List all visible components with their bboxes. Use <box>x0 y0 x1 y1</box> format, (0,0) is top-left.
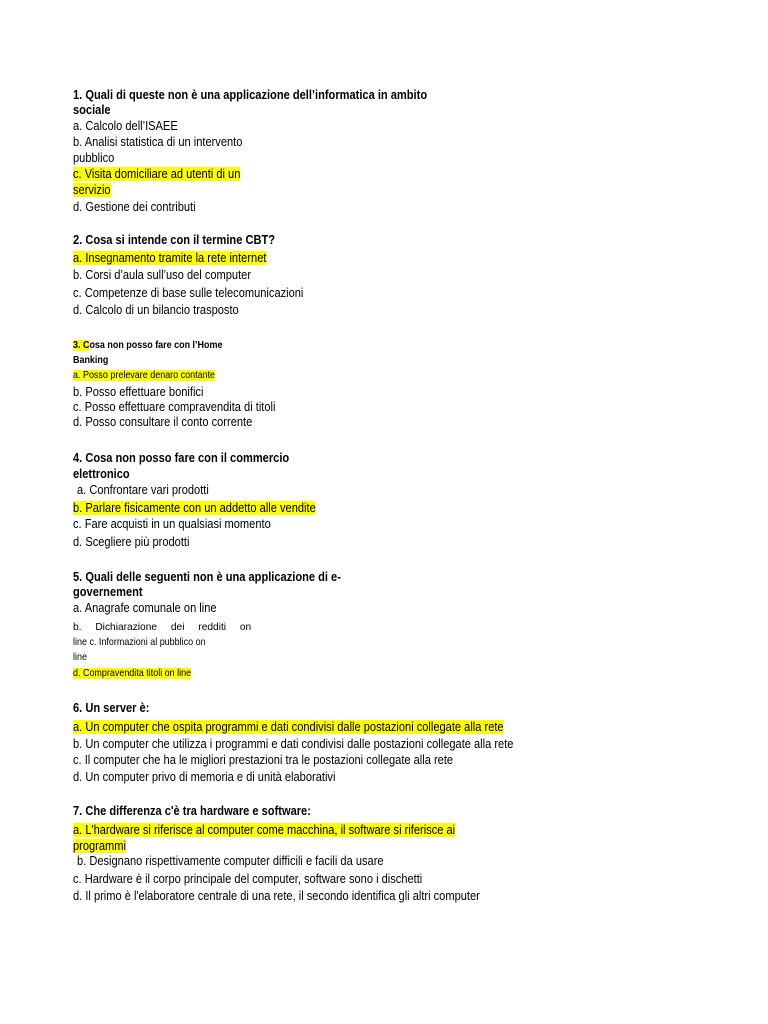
question-2-option-b: b. Corsi d’aula sull’uso del computer <box>73 268 252 282</box>
question-3-title <box>73 339 222 352</box>
question-3-option-b: b. Posso effettuare bonifici <box>73 385 204 399</box>
question-2-option-c: c. Competenze di base sulle telecomunicazioni <box>73 286 304 300</box>
question-5-option-b-cont2: line <box>73 652 87 663</box>
question-7-option-a-cont: programmi <box>73 839 126 853</box>
question-5-option-d-correct: d. Compravendita titoli on line <box>73 668 192 679</box>
question-7-option-c: c. Hardware è il corpo principale del computer, software sono i dischetti <box>73 872 423 886</box>
question-3-number-highlight: 3. C <box>73 340 90 351</box>
question-5-title-cont: governement <box>73 585 143 599</box>
question-1-title: 1. Quali di queste non è una applicazione dell’informatica in ambito <box>73 88 428 102</box>
question-2-option-a-correct: a. Insegnamento tramite la rete internet <box>73 251 267 265</box>
question-7-title: 7. Che differenza c'è tra hardware e software: <box>73 804 311 818</box>
question-6-option-a-correct: a. Un computer che ospita programmi e dati condivisi dalle postazioni collegate alla rete <box>73 720 504 734</box>
question-3-option-d: d. Posso consultare il conto corrente <box>73 415 253 429</box>
question-5-option-b-cont: line c. Informazioni al pubblico on <box>73 637 206 648</box>
question-2-option-d: d. Calcolo di un bilancio trasposto <box>73 303 239 317</box>
question-4-title-cont: elettronico <box>73 467 130 481</box>
question-6-option-b: b. Un computer che utilizza i programmi e dati condivisi dalle postazioni collegate alla rete <box>73 737 514 751</box>
question-5-option-b-text: b. Dichiarazione dei redditi on <box>73 622 252 633</box>
question-1-option-b: b. Analisi statistica di un intervento <box>73 135 243 149</box>
question-1-option-b-cont: pubblico <box>73 151 115 165</box>
question-1-option-d: d. Gestione dei contributi <box>73 200 196 214</box>
question-6-title: 6. Un server è: <box>73 701 150 715</box>
question-6-option-c: c. Il computer che ha le migliori prestazioni tra le postazioni collegate alla rete <box>73 753 454 767</box>
question-1-title-cont: sociale <box>73 103 111 117</box>
question-4-title: 4. Cosa non posso fare con il commercio <box>73 451 290 465</box>
question-5-option-b <box>73 621 277 634</box>
question-3-title-cont: Banking <box>73 355 109 366</box>
question-7-option-b: b. Designano rispettivamente computer difficili e facili da usare <box>77 854 384 868</box>
question-6-option-d: d. Un computer privo di memoria e di unità elaborativi <box>73 770 336 784</box>
question-5-title: 5. Quali delle seguenti non è una applicazione di e- <box>73 570 341 584</box>
question-3-title-rest: osa non posso fare con l’Home <box>89 340 223 351</box>
question-1-option-c-correct: c. Visita domiciliare ad utenti di un <box>73 167 241 181</box>
question-7-option-d: d. Il primo è l'elaboratore centrale di una rete, il secondo identifica gli altri computer <box>73 889 480 903</box>
question-4-option-d: d. Scegliere più prodotti <box>73 535 190 549</box>
question-7-option-a-correct: a. L'hardware si riferisce al computer come macchina, il software si riferisce ai <box>73 823 456 837</box>
question-4-option-a: a. Confrontare vari prodotti <box>77 483 209 497</box>
question-5-option-a: a. Anagrafe comunale on line <box>73 601 217 615</box>
question-4-option-b-correct: b. Parlare fisicamente con un addetto alle vendite <box>73 501 316 515</box>
question-3-option-a-correct: a. Posso prelevare denaro contante <box>73 370 216 381</box>
question-1-option-c-cont: servizio <box>73 183 111 197</box>
question-2-title: 2. Cosa si intende con il termine CBT? <box>73 233 275 247</box>
question-4-option-c: c. Fare acquisti in un qualsiasi momento <box>73 517 271 531</box>
question-3-option-c: c. Posso effettuare compravendita di titoli <box>73 400 276 414</box>
question-1-option-a: a. Calcolo dell’ISAEE <box>73 119 178 133</box>
